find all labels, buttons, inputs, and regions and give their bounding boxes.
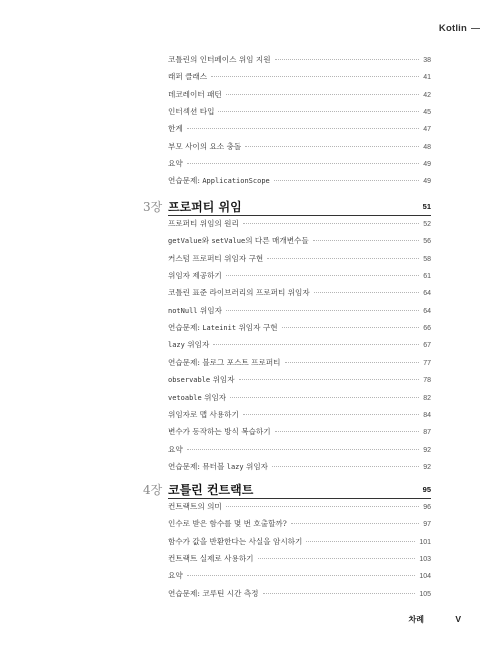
entry-title — [168, 175, 270, 186]
footer-label: 차례 — [408, 615, 424, 624]
entry-title — [168, 287, 310, 298]
toc-entry[interactable] — [168, 235, 431, 249]
dot-leader — [272, 466, 419, 467]
dot-leader — [226, 275, 419, 276]
chapter-rule — [168, 498, 431, 499]
chapter-number: 3장 — [143, 200, 163, 214]
entry-text: 데코레이터 패턴 — [168, 89, 222, 99]
entry-page: 92 — [423, 463, 431, 471]
dot-leader — [275, 59, 420, 60]
entry-page: 41 — [423, 74, 431, 82]
toc-entry[interactable] — [168, 374, 431, 388]
entry-page: 48 — [423, 143, 431, 151]
entry-text: 래퍼 클래스 — [168, 72, 208, 82]
entry-title — [168, 518, 287, 529]
toc-entry[interactable] — [168, 218, 431, 232]
entry-page: 66 — [423, 325, 431, 333]
dot-leader — [226, 310, 419, 311]
dot-leader — [258, 558, 416, 559]
toc-entry[interactable] — [168, 89, 431, 103]
dot-leader — [230, 397, 419, 398]
entry-text: 위임자 — [184, 340, 210, 350]
entry-text: 부모 사이의 요소 충돌 — [168, 141, 242, 151]
entry-page: 64 — [423, 307, 431, 315]
entry-text: 컨트랙트 실제로 사용하기 — [168, 554, 254, 564]
entry-text: 위임자로 맵 사용하기 — [168, 409, 239, 419]
entry-text: 연습문제: — [168, 176, 203, 186]
entry-page: 56 — [423, 238, 431, 246]
entry-text: 위임자 — [210, 375, 235, 385]
chapter-title[interactable]: 코틀린 컨트랙트 — [168, 483, 254, 497]
entry-page: 58 — [423, 255, 431, 263]
entry-text: 위임자 — [243, 461, 269, 471]
toc-entry[interactable] — [168, 536, 431, 550]
dot-leader — [187, 575, 416, 576]
entry-text: 연습문제: 코루틴 시간 측정 — [168, 588, 259, 598]
toc-entry[interactable] — [168, 553, 431, 567]
entry-text: 코틀린의 인터페이스 위임 지원 — [168, 55, 271, 64]
entry-title — [168, 218, 239, 229]
entry-text: 요약 — [168, 159, 183, 169]
entry-title — [168, 141, 241, 152]
entry-page: 61 — [423, 273, 431, 281]
toc-entry[interactable] — [168, 501, 431, 515]
dot-leader — [306, 541, 415, 542]
dot-leader — [291, 523, 419, 524]
footer-page-number: V — [455, 614, 461, 624]
entry-page: 87 — [423, 429, 431, 437]
entry-text: 함수가 값을 반환한다는 사실을 암시하기 — [168, 536, 303, 546]
entry-page: 78 — [423, 377, 431, 385]
toc-entry[interactable] — [168, 588, 431, 602]
header-dash — [471, 28, 480, 29]
entry-title — [168, 461, 268, 472]
entry-title — [168, 588, 259, 599]
entry-page: 49 — [423, 178, 431, 186]
toc-entry[interactable] — [168, 106, 431, 120]
entry-text: 연습문제: — [168, 323, 203, 333]
entry-page: 103 — [419, 556, 431, 564]
chapter-page: 51 — [422, 202, 431, 211]
dot-leader — [226, 506, 419, 507]
dot-leader — [314, 292, 420, 293]
dot-leader — [213, 344, 419, 345]
entry-text: 코틀린 표준 라이브러리의 프로퍼티 위임자 — [168, 288, 310, 298]
entry-text: 변수가 동작하는 방식 복습하기 — [168, 427, 271, 437]
entry-text: 와 — [201, 236, 212, 246]
entry-title — [168, 536, 302, 547]
entry-page: 101 — [419, 538, 431, 546]
toc-entry[interactable] — [168, 426, 431, 440]
dot-leader — [243, 414, 419, 415]
toc-entry[interactable] — [168, 287, 431, 301]
entry-page: 77 — [423, 359, 431, 367]
entry-text: 인터섹션 타입 — [168, 107, 215, 117]
toc-entry[interactable] — [168, 175, 431, 189]
entry-text: 위임자 — [201, 392, 227, 402]
entry-title — [168, 71, 207, 82]
dot-leader — [218, 111, 419, 112]
toc-entry[interactable] — [168, 123, 431, 137]
entry-code: getValue — [168, 237, 202, 246]
dot-leader — [243, 223, 419, 224]
toc-entry[interactable] — [168, 322, 431, 336]
entry-text: 요약 — [168, 571, 183, 581]
toc-entry[interactable] — [168, 518, 431, 532]
entry-title — [168, 339, 209, 350]
entry-title — [168, 305, 222, 316]
entry-text: 의 다른 매개변수들 — [245, 236, 309, 246]
toc-entry[interactable] — [168, 461, 431, 475]
entry-title — [168, 54, 271, 65]
entry-text: 프로퍼티 위임의 원리 — [168, 219, 239, 228]
dot-leader — [285, 362, 420, 363]
toc-entry[interactable] — [168, 305, 431, 319]
dot-leader — [267, 258, 419, 259]
toc-entry[interactable] — [168, 54, 431, 68]
chapter-page: 95 — [422, 485, 431, 494]
entry-page: 92 — [423, 446, 431, 454]
dot-leader — [187, 449, 420, 450]
toc-entry[interactable] — [168, 357, 431, 371]
entry-text: 컨트랙트의 의미 — [168, 502, 222, 511]
dot-leader — [275, 431, 420, 432]
entry-title — [168, 409, 239, 420]
toc-entry[interactable] — [168, 270, 431, 284]
entry-text: 연습문제: 블로그 포스트 프로퍼티 — [168, 357, 281, 367]
entry-page: 38 — [423, 57, 431, 64]
toc-entry[interactable] — [168, 409, 431, 423]
entry-title — [168, 270, 222, 281]
entry-page: 82 — [423, 394, 431, 402]
entry-title — [168, 501, 222, 512]
entry-page: 67 — [423, 342, 431, 350]
entry-title — [168, 106, 214, 117]
dot-leader — [274, 180, 419, 181]
entry-code: setValue — [211, 237, 246, 246]
entry-title — [168, 392, 226, 403]
entry-page: 49 — [423, 161, 431, 169]
entry-page: 52 — [423, 221, 431, 228]
entry-code: notNull — [168, 306, 198, 315]
entry-page: 84 — [423, 411, 431, 419]
entry-text: 인수로 받은 함수를 몇 번 호출할까? — [168, 519, 287, 529]
entry-code: lazy — [226, 462, 244, 471]
entry-code: lazy — [168, 341, 185, 350]
dot-leader — [211, 76, 419, 77]
entry-code: observable — [168, 376, 211, 385]
entry-page: 96 — [423, 504, 431, 511]
chapter-rule — [168, 215, 431, 216]
entry-page: 47 — [423, 126, 431, 134]
dot-leader — [226, 94, 419, 95]
entry-text: 위임자 — [197, 305, 222, 315]
entry-title — [168, 158, 183, 169]
entry-text: 위임자 제공하기 — [168, 271, 222, 281]
entry-page: 97 — [423, 521, 431, 529]
toc-entry[interactable] — [168, 444, 431, 458]
dot-leader — [245, 146, 419, 147]
chapter-title[interactable]: 프로퍼티 위임 — [168, 200, 242, 214]
entry-code: Lateinit — [202, 324, 237, 333]
entry-title — [168, 322, 278, 333]
chapter-number: 4장 — [143, 483, 163, 497]
entry-code: vetoable — [168, 393, 202, 402]
entry-title — [168, 123, 183, 134]
toc-entry[interactable] — [168, 339, 431, 353]
entry-page: 105 — [419, 590, 431, 598]
dot-leader — [263, 593, 416, 594]
entry-text: 커스텀 프로퍼티 위임자 구현 — [168, 253, 264, 263]
entry-title — [168, 444, 183, 455]
entry-title — [168, 426, 271, 437]
entry-text: 한계 — [168, 124, 183, 134]
entry-code: ApplicationScope — [202, 177, 270, 186]
dot-leader — [239, 379, 420, 380]
toc-entry[interactable] — [168, 158, 431, 172]
entry-title — [168, 235, 309, 246]
entry-title — [168, 553, 254, 564]
dot-leader — [282, 327, 420, 328]
toc-entry[interactable] — [168, 570, 431, 584]
entry-title — [168, 357, 281, 368]
toc-entry[interactable] — [168, 141, 431, 155]
entry-text: 위임자 구현 — [236, 323, 278, 333]
book-title: Kotlin — [439, 23, 480, 34]
entry-title — [168, 89, 222, 100]
dot-leader — [187, 163, 420, 164]
entry-page: 45 — [423, 109, 431, 117]
dot-leader — [187, 128, 420, 129]
entry-page: 104 — [419, 573, 431, 581]
entry-text: 요약 — [168, 444, 183, 454]
entry-page: 64 — [423, 290, 431, 298]
toc-entry[interactable] — [168, 253, 431, 267]
toc-entry[interactable] — [168, 71, 431, 85]
entry-page: 42 — [423, 91, 431, 99]
entry-title — [168, 570, 183, 581]
entry-title — [168, 253, 263, 264]
entry-title — [168, 374, 235, 385]
entry-text: 연습문제: 뮤터블 — [168, 461, 227, 471]
dot-leader — [313, 240, 420, 241]
toc-entry[interactable] — [168, 392, 431, 406]
